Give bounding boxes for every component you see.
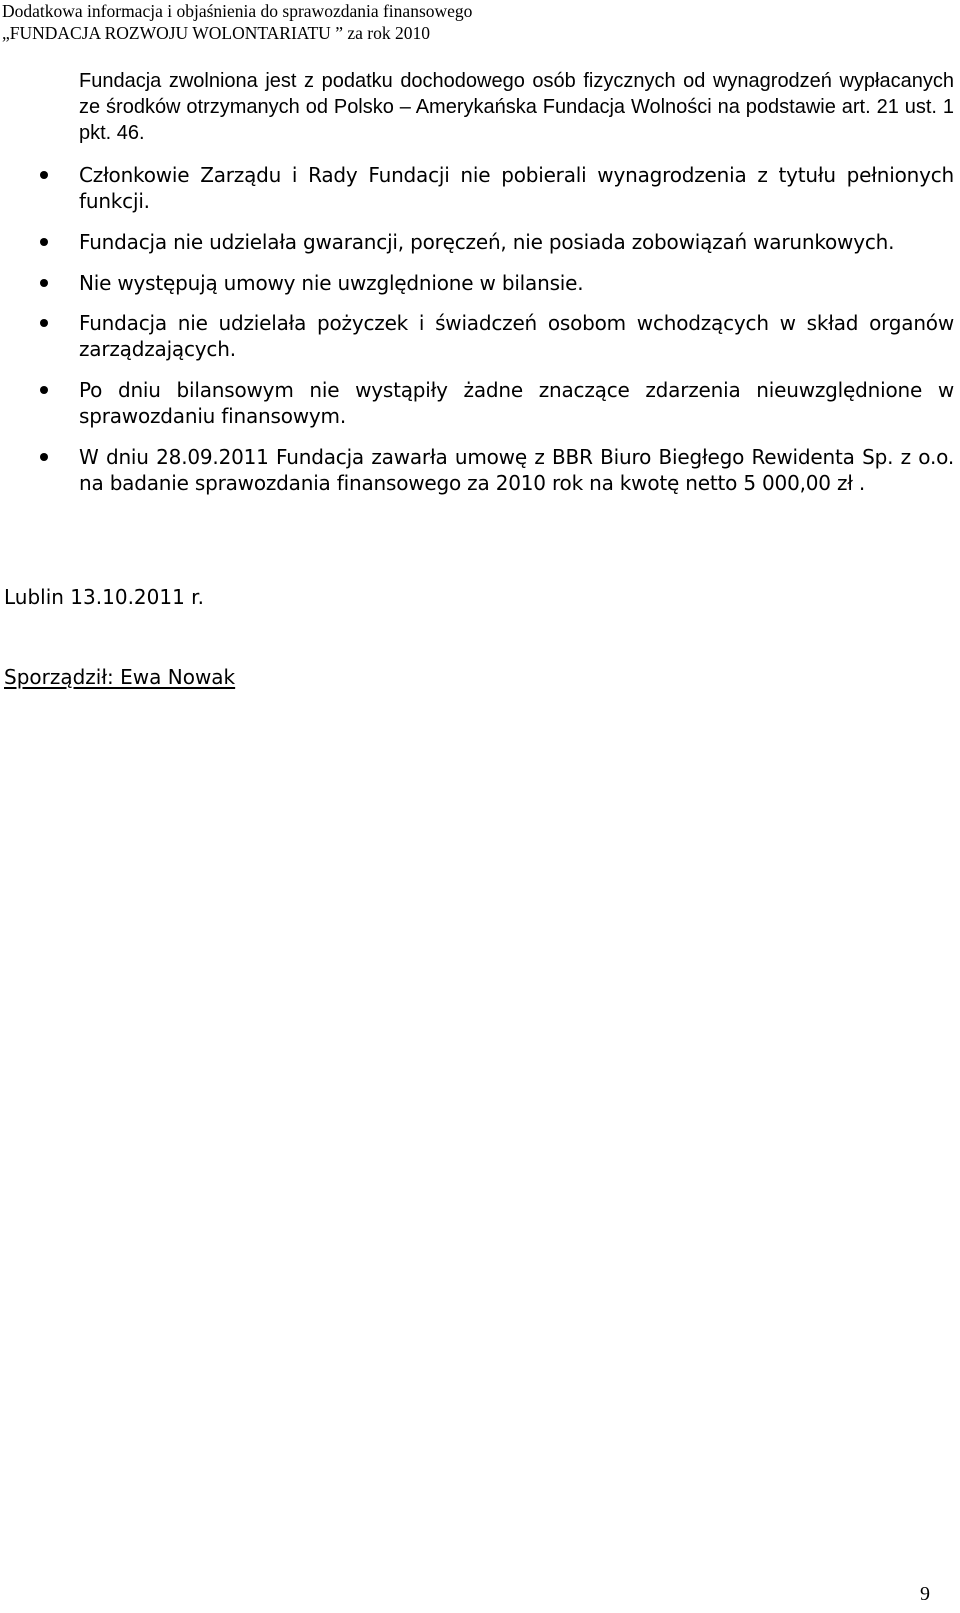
bullet-icon (40, 238, 48, 246)
page-number: 9 (920, 1583, 930, 1605)
list-item: W dniu 28.09.2011 Fundacja zawarła umowę z BBR Biuro Biegłego Rewidenta Sp. z o.o. na badanie sprawozdania finansowego za 2010 rok na kwotę netto 5 000,00 zł . (79, 445, 954, 495)
list-item: Fundacja nie udzielała gwarancji, poręczeń, nie posiada zobowiązań warunkowych. (79, 230, 895, 254)
bullet-icon (40, 386, 48, 394)
bullet-icon (40, 171, 48, 179)
signature-line: Sporządził: Ewa Nowak (4, 665, 236, 689)
intro-paragraph: Fundacja zwolniona jest z podatku dochodowego osób fizycznych od wynagrodzeń wypłacanych ze środków otrzymanych od Polsko – Amerykańska Fundacja Wolności na podstawie art. 21 ust. 1 pkt. 46. (79, 70, 954, 144)
document-header (2, 0, 472, 44)
place-and-date: Lublin 13.10.2011 r. (4, 585, 204, 609)
header-title-line: Dodatkowa informacja i objaśnienia do sprawozdania finansowego (2, 1, 473, 21)
header-org-line: „FUNDACJA ROZWOJU WOLONTARIATU ” za rok 2010 (2, 23, 430, 43)
list-item: Po dniu bilansowym nie wystąpiły żadne znaczące zdarzenia nieuwzględnione w sprawozdaniu finansowym. (79, 378, 954, 428)
list-item: Członkowie Zarządu i Rady Fundacji nie pobierali wynagrodzenia z tytułu pełnionych funkcji. (79, 163, 954, 213)
bullet-icon (40, 319, 48, 327)
list-item: Fundacja nie udzielała pożyczek i świadczeń osobom wchodzących w skład organów zarządzających. (79, 311, 954, 361)
list-item: Nie występują umowy nie uwzględnione w bilansie. (79, 271, 584, 295)
bullet-icon (40, 453, 48, 461)
bullet-icon (40, 279, 48, 287)
